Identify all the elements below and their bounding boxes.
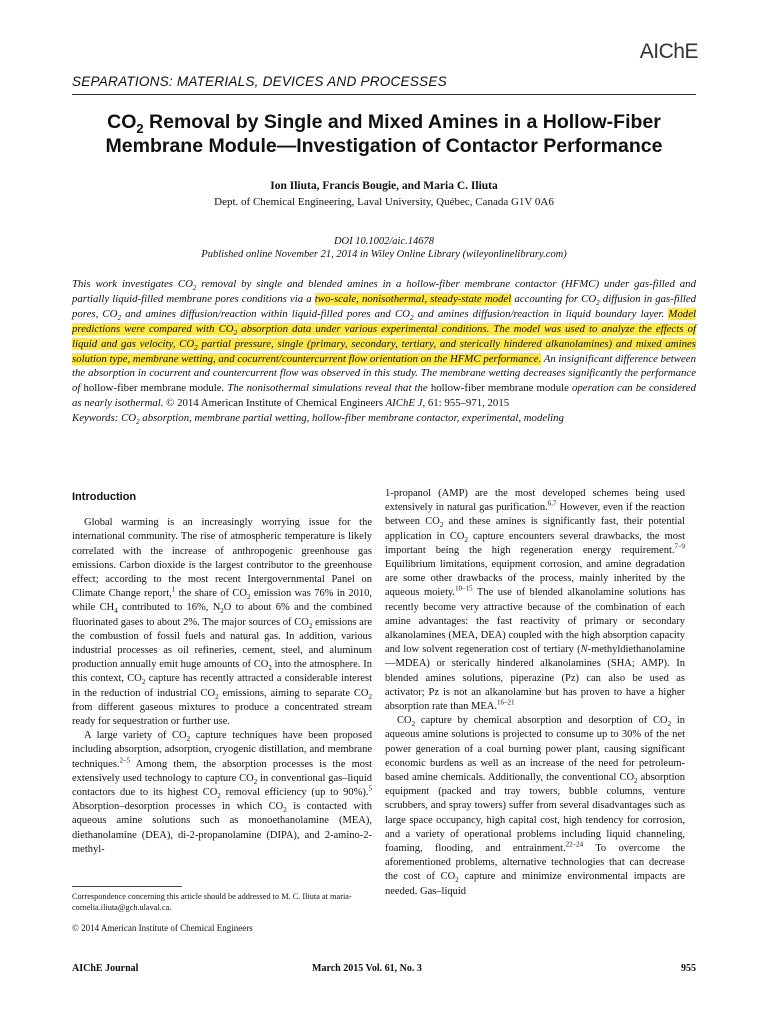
header-rule: [72, 94, 696, 95]
column-right: [385, 487, 685, 899]
copyright: © 2014 American Institute of Chemical Engineers: [72, 923, 253, 933]
footer-issue: March 2015 Vol. 61, No. 3: [312, 963, 422, 974]
published-online: Published online November 21, 2014 in Wiley Online Library (wileyonlinelibrary.com): [201, 249, 567, 260]
doi-block: [72, 235, 696, 261]
article-title: [72, 110, 696, 158]
footnote-rule: [72, 886, 182, 887]
paragraph: $CO_2$ capture by chemical absorption and desorption of $CO_2$ in aqueous amine solutions is projected to consume up to 30% of the net power generation of a coal burning power plant, causing significant economic burdens as well as an increase of the need for petroleum-based amine chemicals. Additionally, the conventional $CO_2$ absorption equipment (packed and tray towers, bubble columns, venture scrubbers, and spray towers) suffer from several disadvantages such as large space occupancy, high capital cost, high tendency for corrosion, and a variety of operational problems including liquid channeling, foaming, flooding, and entrainment.$^{22-24}$ To overcome the aforementioned problems, alternative technologies that can decrease the cost of $CO_2$ capture and minimize environmental impacts are needed. Gas–liquid: [385, 715, 686, 897]
footer-journal: AIChE Journal: [72, 963, 139, 974]
authors: Ion Iliuta, Francis Bougie, and Maria C. Iliuta: [270, 180, 498, 192]
paragraph: Global warming is an increasingly worrying issue for the international community. The rise of atmospheric temperature is likely correlated with the increase of anthropogenic greenhouse gas emissions. Carbon dioxide is the largest contributor to the greenhouse effect; according to the most recent Intergovernmental Panel on Climate Change report,$^1$ the share of $CO_2$ emission was 76% in 2010, while $CH_4$ contributed to 16%, $N_2O$ to about 6% and the combined fluorinated gases to about 2%. The major sources of $CO_2$ emissions are the combustion of fossil fuels and natural gas. In addition, various industrial processes as oil refineries, cement, steel, and aluminum production annually emit huge amounts of $CO_2$ into the atmosphere. In this context, $CO_2$ capture has recently attracted a considerable interest in the reduction of industrial $CO_2$ emissions, aiming to separate $CO_2$ from different gaseous mixtures to produce a concentrated stream ready for sequestration or further use.: [72, 517, 373, 728]
title-line-1: $CO_2$ Removal by Single and Mixed Amines in a Hollow-Fiber: [107, 111, 661, 136]
title-line-2: Membrane Module—Investigation of Contactor Performance: [105, 135, 663, 157]
column-left: [72, 490, 372, 857]
affiliation: Dept. of Chemical Engineering, Laval University, Québec, Canada G1V 0A6: [214, 196, 554, 208]
aiche-logo: AIChE: [639, 40, 698, 63]
paragraph: A large variety of $CO_2$ capture techniques have been proposed including absorption, adsorption, cryogenic distillation, and membrane techniques.$^{2-5}$ Among them, the absorption processes is the most extensively used technology to capture $CO_2$ in conventional gas–liquid contactors due to its highest $CO_2$ removal efficiency (up to 90%).$^5$ Absorption–desorption processes in which $CO_2$ is contacted with aqueous amine solutions such as monoethanolamine (MEA), diethanolamine (DEA), di-2-propanolamine (DIPA), and 2-amino-2-methyl-: [72, 730, 372, 855]
page-number: 955: [681, 963, 696, 974]
paragraph: 1-propanol (AMP) are the most developed schemes being used extensively in natural gas purification.$^{6,7}$ However, even if the reaction between $CO_2$ and these amines is significantly fast, their potential application in $CO_2$ capture encounters several drawbacks, the most important being the high regeneration energy requirement.$^{7-9}$ Equilibrium limitations, equipment corrosion, and amine degradation are some other drawbacks of the process, mainly inherited by the aqueous moiety.$^{10-15}$ The use of blended alkanolamine solutions has recently become very attractive because of the combination of each amine advantages: the fast reactivity of primary or secondary alkanolamines (MEA, DEA) coupled with the high absorption capacity and low solvent regeneration cost of tertiary (N-methyldiethanolamine—MDEA) or sterically hindered alkanolamines (SHA; AMP). In blended amines solutions, piperazine (Pz) can also be used as activator; Pz is not an alkanolamine but has proven to have a higher absorption rate than MEA.$^{16-21}$: [385, 488, 685, 713]
introduction-heading: Introduction: [72, 491, 137, 503]
doi: DOI 10.1002/aic.14678: [333, 236, 435, 247]
section-heading: SEPARATIONS: MATERIALS, DEVICES AND PROCESSES: [72, 74, 447, 89]
abstract: This work investigates $CO_2$ removal by single and blended amines in a hollow-fiber membrane contactor (HFMC) under gas-filled and partially liquid-filled membrane pores conditions via a two-scale, nonisothermal, steady-state model accounting for $CO_2$ diffusion in gas-filled pores, $CO_2$ and amines diffusion/reaction within liquid-filled pores and $CO_2$ and amines diffusion/reaction in liquid boundary layer. Model predictions were compared with $CO_2$ absorption data under various experimental conditions. The model was used to analyze the effects of liquid and gas velocity, $CO_2$ partial pressure, single (primary, secondary, tertiary, and sterically hindered alkanolamines) and mixed amines solution type, membrane wetting, and cocurrent/countercurrent flow orientation on the HFMC performance. An insignificant difference between the absorption in cocurrent and countercurrent flow was observed in this study. The membrane wetting decreases significantly the performance of hollow-fiber membrane module. The nonisothermal simulations reveal that the hollow-fiber membrane module operation can be considered as nearly isothermal. © 2014 American Institute of Chemical Engineers AIChE J, 61: 955–971, 2015 Keywords: $CO_2$ absorption, membrane partial wetting, hollow-fiber membrane contactor, experimental, modeling: [72, 278, 697, 427]
correspondence-footnote: Correspondence concerning this article should be addressed to M. C. Iliuta at maria-cornelia.iliuta@gch.ulaval.ca.: [72, 892, 352, 912]
